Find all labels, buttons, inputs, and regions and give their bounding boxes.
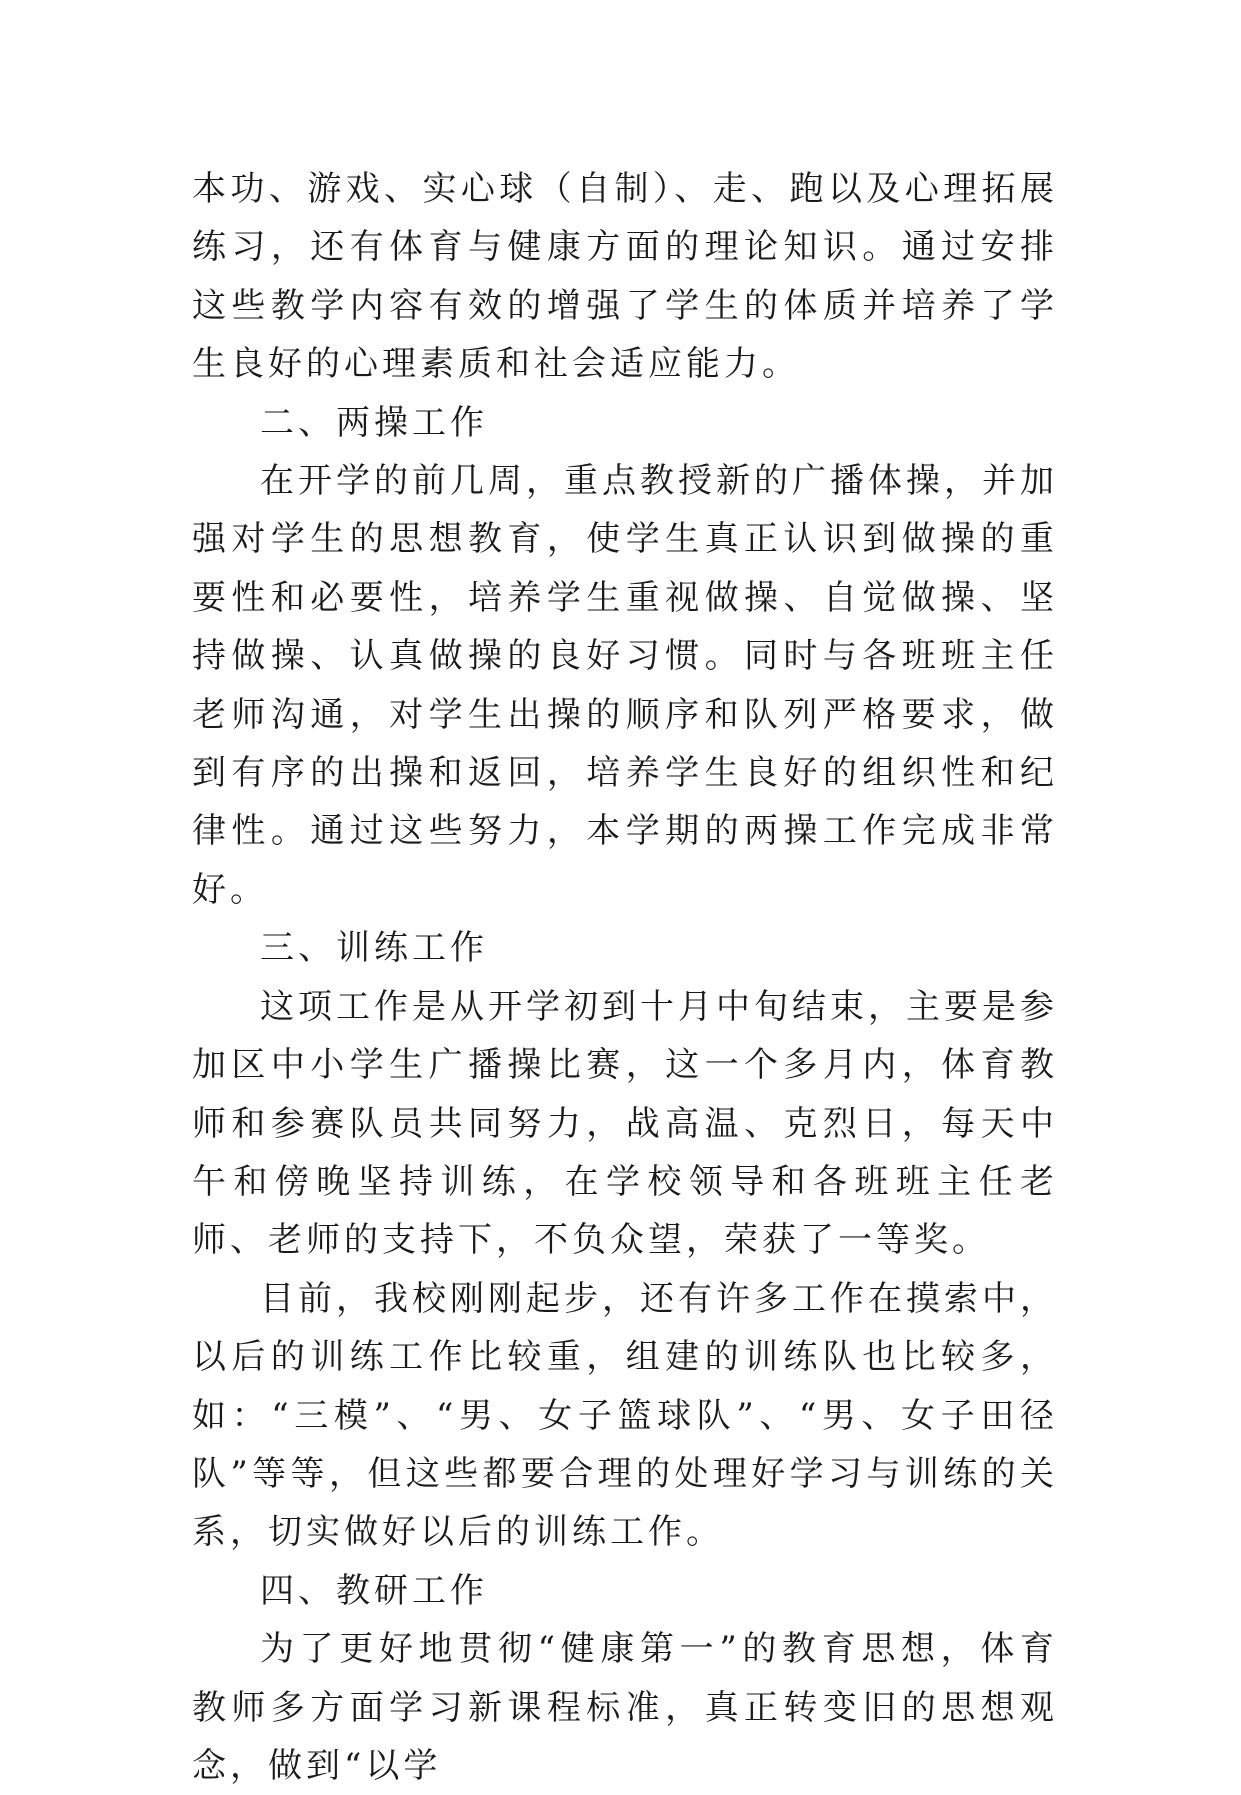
paragraph-training-future: 目前，我校刚刚起步，还有许多工作在摸索中，以后的训练工作比较重，组建的训练队也比较多，如：“三模”、“男、女子篮球队”、“男、女子田径队”等等，但这些都要合理的处理好学习与训练的关系，切实做好以后的训练工作。: [192, 1278, 1058, 1553]
section-heading-teaching-research: 四、教研工作: [260, 1570, 488, 1611]
section-heading-training: 三、训练工作: [260, 928, 488, 969]
section-heading-two-exercises: 二、两操工作: [260, 402, 488, 443]
paragraph-two-exercises: 在开学的前几周，重点教授新的广播体操，并加强对学生的思想教育，使学生真正认识到做操的重要性和必要性，培养学生重视做操、自觉做操、坚持做操、认真做操的良好习惯。同时与各班班主任老师沟通，对学生出操的顺序和队列严格要求，做到有序的出操和返回，培养学生良好的组织性和纪律性。通过这些努力，本学期的两操工作完成非常好。: [192, 461, 1058, 910]
paragraph-teaching-research: 为了更好地贯彻“健康第一”的教育思想，体育教师多方面学习新课程标准，真正转变旧的思想观念，做到“以学: [192, 1629, 1058, 1786]
paragraph-continued: 本功、游戏、实心球（自制）、走、跑以及心理拓展练习，还有体育与健康方面的理论知识。通过安排这些教学内容有效的增强了学生的体质并培养了学生良好的心理素质和社会适应能力。: [192, 169, 1058, 385]
document-body: [192, 160, 1058, 1795]
paragraph-training: 这项工作是从开学初到十月中旬结束，主要是参加区中小学生广播操比赛，这一个多月内，体育教师和参赛队员共同努力，战高温、克烈日，每天中午和傍晚坚持训练，在学校领导和各班班主任老师、老师的支持下，不负众望，荣获了一等奖。: [192, 986, 1058, 1261]
